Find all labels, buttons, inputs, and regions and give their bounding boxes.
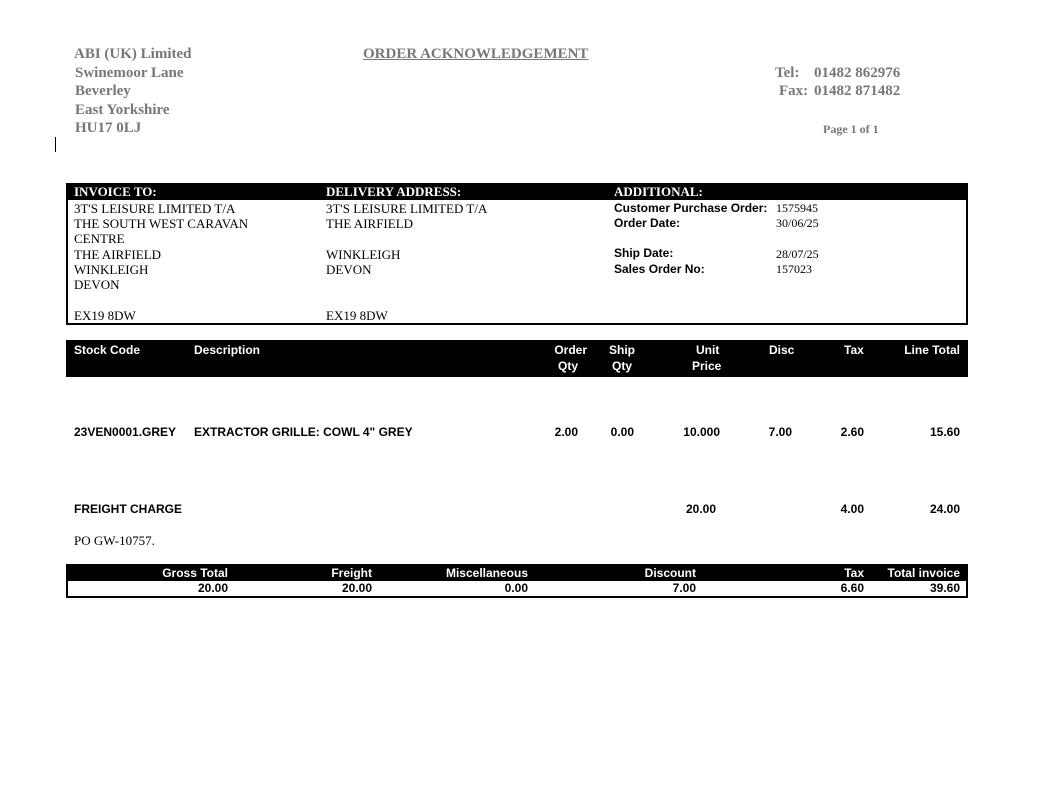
- row-tax: 2.60: [840, 425, 864, 439]
- invoice-to-line: EX19 8DW: [74, 308, 136, 323]
- text-cursor: [55, 137, 56, 152]
- row-stock-code: 23VEN0001.GREY: [74, 425, 177, 439]
- customer-po-value: 1575945: [776, 201, 818, 215]
- additional-heading: ADDITIONAL:: [614, 184, 703, 199]
- invoice-to-line: DEVON: [74, 277, 120, 292]
- col-disc: Disc: [769, 343, 795, 357]
- delivery-line: WINKLEIGH: [326, 247, 401, 262]
- row-ship-qty: 0.00: [610, 425, 634, 439]
- row-disc: 7.00: [768, 425, 792, 439]
- col-line-total: Line Total: [904, 343, 960, 357]
- freight-label: FREIGHT CHARGE: [74, 502, 182, 516]
- sales-order-value: 157023: [776, 262, 812, 276]
- totals-gross-total-header: Gross Total: [162, 566, 228, 580]
- delivery-line: DEVON: [326, 262, 372, 277]
- company-street: Swinemoor Lane: [75, 65, 184, 81]
- delivery-address-heading: DELIVERY ADDRESS:: [326, 184, 462, 199]
- col-stock-code: Stock Code: [74, 343, 141, 357]
- company-town: Beverley: [75, 83, 131, 99]
- totals-gross-total-value: 20.00: [197, 581, 228, 595]
- col-tax: Tax: [844, 343, 864, 357]
- order-date-label: Order Date:: [614, 216, 681, 230]
- page-number: Page 1 of 1: [823, 122, 879, 136]
- col-unit-price-2: Price: [692, 359, 722, 373]
- row-line-total: 15.60: [929, 425, 960, 439]
- col-ship-qty: Ship: [609, 343, 635, 357]
- invoice-to-heading: INVOICE TO:: [74, 184, 157, 199]
- invoice-to-line: CENTRE: [74, 231, 125, 246]
- freight-line-total: 24.00: [929, 502, 960, 516]
- invoice-to-line: THE AIRFIELD: [74, 247, 162, 262]
- totals-tax-value: 6.60: [840, 581, 864, 595]
- col-order-qty: Order: [554, 343, 587, 357]
- freight-unit-price: 20.00: [685, 502, 716, 516]
- company-postcode: HU17 0LJ: [75, 120, 142, 136]
- totals-freight-value: 20.00: [341, 581, 372, 595]
- invoice-to-line: THE SOUTH WEST CARAVAN: [74, 216, 249, 231]
- totals-discount-header: Discount: [644, 566, 696, 580]
- customer-po-label: Customer Purchase Order:: [614, 201, 768, 215]
- invoice-to-line: WINKLEIGH: [74, 262, 149, 277]
- totals-freight-header: Freight: [331, 566, 372, 580]
- fax-label: Fax:: [779, 83, 809, 99]
- totals-tax-header: Tax: [844, 566, 864, 580]
- delivery-line: 3T'S LEISURE LIMITED T/A: [326, 201, 488, 216]
- delivery-line: EX19 8DW: [326, 308, 388, 323]
- col-order-qty-2: Qty: [557, 359, 578, 373]
- fax-number: 01482 871482: [814, 83, 901, 99]
- invoice-to-line: 3T'S LEISURE LIMITED T/A: [74, 201, 236, 216]
- ship-date-value: 28/07/25: [776, 247, 819, 261]
- totals-total-invoice-header: Total invoice: [887, 566, 960, 580]
- document-title: ORDER ACKNOWLEDGEMENT: [363, 46, 589, 62]
- company-county: East Yorkshire: [75, 102, 170, 118]
- row-unit-price: 10.000: [683, 425, 720, 439]
- totals-misc-header: Miscellaneous: [445, 566, 528, 580]
- totals-discount-value: 7.00: [672, 581, 696, 595]
- row-order-qty: 2.00: [554, 425, 578, 439]
- order-note: PO GW-10757.: [74, 533, 155, 548]
- row-description: EXTRACTOR GRILLE: COWL 4" GREY: [194, 425, 413, 439]
- col-unit-price: Unit: [696, 343, 720, 357]
- col-description: Description: [194, 343, 261, 357]
- company-name: ABI (UK) Limited: [74, 46, 192, 62]
- totals-total-invoice-value: 39.60: [929, 581, 960, 595]
- ship-date-label: Ship Date:: [614, 246, 674, 260]
- tel-label: Tel:: [775, 65, 800, 81]
- totals-misc-value: 0.00: [504, 581, 528, 595]
- freight-tax: 4.00: [840, 502, 864, 516]
- delivery-line: THE AIRFIELD: [326, 216, 414, 231]
- tel-number: 01482 862976: [814, 65, 901, 81]
- order-date-value: 30/06/25: [776, 216, 819, 230]
- address-header-bar: [66, 183, 968, 200]
- sales-order-label: Sales Order No:: [614, 262, 705, 276]
- col-ship-qty-2: Qty: [612, 359, 633, 373]
